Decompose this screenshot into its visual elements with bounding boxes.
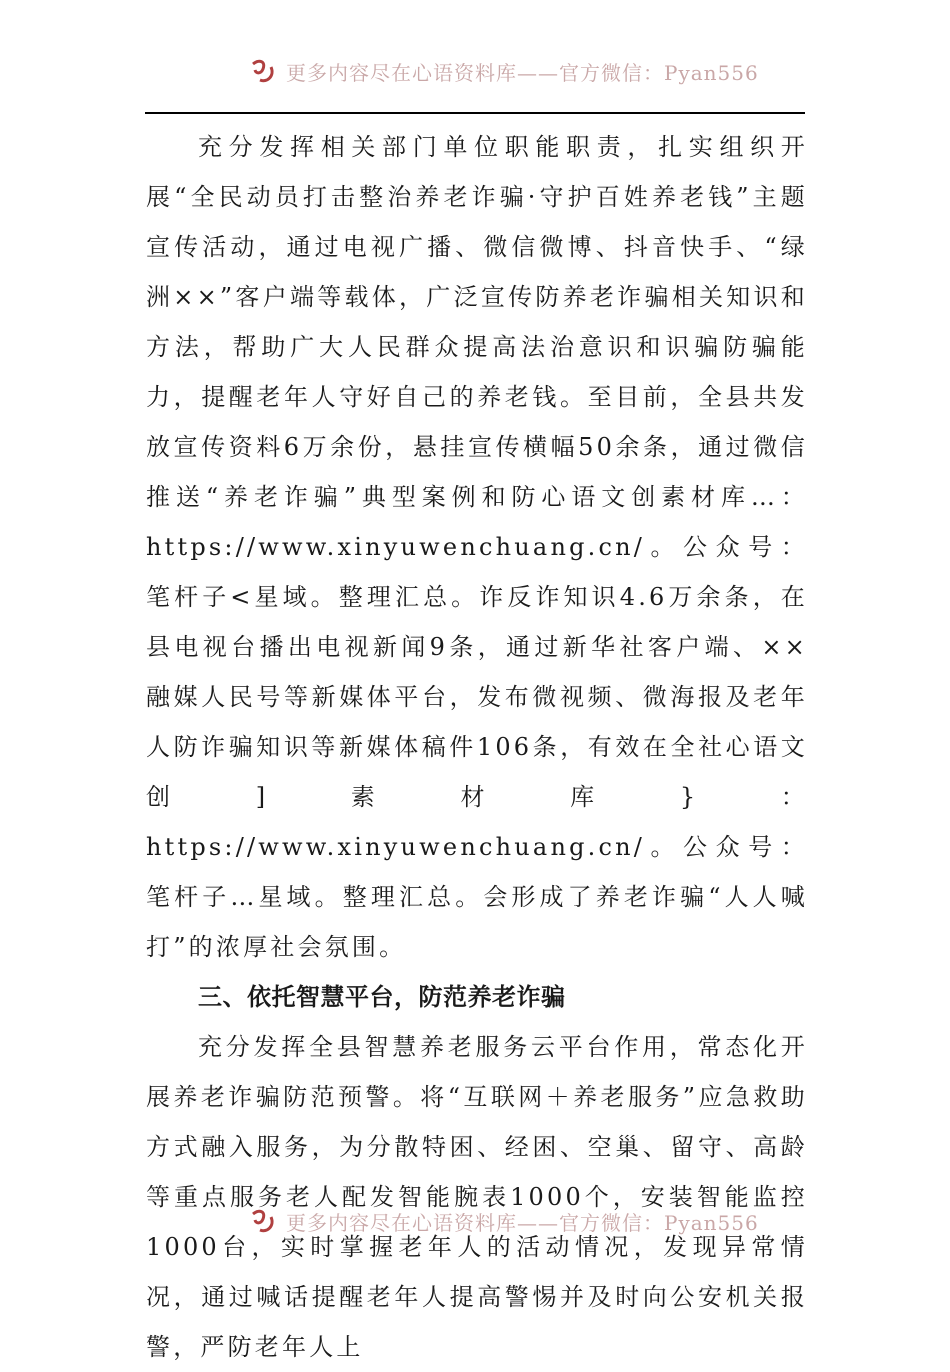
document-body — [146, 122, 808, 1372]
footer-watermark-text: 更多内容尽在心语资料库——官方微信：Pyan556 — [286, 1210, 759, 1235]
footer-watermark — [250, 1206, 759, 1236]
header-rule — [145, 112, 805, 114]
header-watermark — [250, 56, 759, 86]
brand-logo-icon — [250, 1208, 278, 1234]
header-watermark-text: 更多内容尽在心语资料库——官方微信：Pyan556 — [286, 60, 759, 85]
brand-logo-icon — [250, 58, 278, 84]
paragraph-smart-platform: 充分发挥全县智慧养老服务云平台作用，常态化开展养老诈骗防范预警。将“互联网＋养老服务”应急救助方式融入服务，为分散特困、经困、空巢、留守、高龄等重点服务老人配发智能腕表1000个，安装智能监控1000台，实时掌握老年人的活动情况，发现异常情况，通过喊话提醒老年人提高警惕并及时向公安机关报警，严防老年人上 — [146, 1033, 808, 1361]
section-heading-3: 三、依托智慧平台，防范养老诈骗 — [198, 983, 566, 1011]
paragraph-publicity: 充分发挥相关部门单位职能职责，扎实组织开展“全民动员打击整治养老诈骗·守护百姓养老钱”主题宣传活动，通过电视广播、微信微博、抖音快手、“绿洲××”客户端等载体，广泛宣传防养老诈骗相关知识和方法，帮助广大人民群众提高法治意识和识骗防骗能力，提醒老年人守好自己的养老钱。至目前，全县共发放宣传资料6万余份，悬挂宣传横幅50余条，通过微信推送“养老诈骗”典型案例和防心语文创素材库…：https://www.xinyuwenchuang.cn/。公众号：笔杆子<星域。整理汇总。诈反诈知识4.6万余条，在县电视台播出电视新闻9条，通过新华社客户端、××融媒人民号等新媒体平台，发布微视频、微海报及老年人防诈骗知识等新媒体稿件106条，有效在全社心语文创]素材库}：https://www.xinyuwenchuang.cn/。公众号：笔杆子…星域。整理汇总。会形成了养老诈骗“人人喊打”的浓厚社会氛围。 — [146, 133, 808, 961]
